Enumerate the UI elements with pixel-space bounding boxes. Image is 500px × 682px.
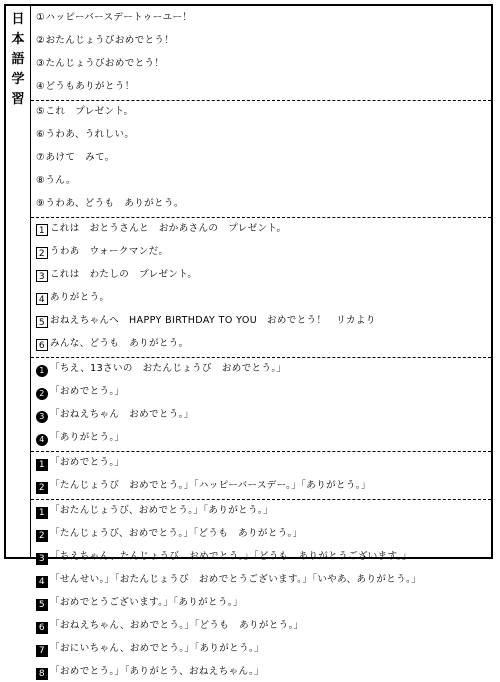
phrase-number-marker: ⑤	[36, 106, 45, 117]
side-label-char: 学	[11, 72, 25, 87]
phrase-text: これ プレゼント。	[45, 106, 134, 117]
phrase-text: 「たんじょうび、おめでとう。」「どうも ありがとう。」	[50, 528, 303, 539]
phrase-line	[36, 7, 487, 28]
phrase-number-marker: 7	[36, 645, 48, 657]
phrase-number-marker: ①	[36, 12, 45, 23]
phrase-number-marker: 4	[36, 293, 48, 305]
phrase-number-marker: 4	[36, 576, 48, 588]
phrase-number-marker: ⑨	[36, 198, 45, 209]
phrase-number-marker: ⑦	[36, 152, 45, 163]
phrase-line	[36, 523, 487, 544]
worksheet-frame	[4, 4, 493, 679]
phrase-number-marker: 6	[36, 339, 48, 351]
phrase-line	[36, 193, 487, 214]
phrase-text: おたんじょうびおめでとう！	[45, 35, 175, 46]
phrase-number-marker: 6	[36, 622, 48, 634]
phrase-number-marker: 3	[36, 411, 48, 423]
phrase-text: うわあ、どうも ありがとう。	[45, 198, 184, 209]
phrase-text: 「おたんじょうび、おめでとう。」「ありがとう。」	[50, 505, 273, 516]
phrase-line	[36, 30, 487, 51]
phrase-number-marker: 2	[36, 388, 48, 400]
phrase-line	[36, 53, 487, 74]
phrase-number-marker: 2	[36, 247, 48, 259]
phrase-line	[36, 147, 487, 168]
side-label-char: 日	[11, 12, 25, 27]
phrase-number-marker: ②	[36, 35, 45, 46]
phrase-line	[36, 615, 487, 636]
phrase-text: 「せんせい。」「おたんじょうび おめでとうございます。」「いやあ、ありがとう。」	[50, 574, 422, 585]
phrase-text: 「おめでとうございます。」「ありがとう。」	[50, 597, 243, 608]
phrase-text: 「ありがとう。」	[50, 432, 125, 443]
phrase-number-marker: ⑧	[36, 175, 45, 186]
phrase-number-marker: 5	[36, 316, 48, 328]
phrase-text: 「おにいちゃん、おめでとう。」「ありがとう。」	[50, 643, 265, 654]
phrase-line	[36, 76, 487, 97]
phrase-number-marker: ③	[36, 58, 45, 69]
phrase-number-marker: 1	[36, 365, 48, 377]
phrase-line	[36, 333, 487, 354]
phrase-line	[36, 475, 487, 496]
phrase-text: 「ちえ、13さいの おたんじょうび おめでとう。」	[50, 363, 287, 374]
phrase-line	[36, 241, 487, 262]
phrase-number-marker: 5	[36, 599, 48, 611]
phrase-line	[36, 358, 487, 379]
phrase-number-marker: 3	[36, 553, 48, 565]
phrase-line	[36, 310, 487, 331]
phrase-text: うわあ ウォークマンだ。	[50, 246, 169, 257]
phrase-text: おねえちゃんへ HAPPY BIRTHDAY TO YOU おめでとう！ リカより	[50, 315, 376, 326]
phrase-text: あけて みて。	[45, 152, 115, 163]
phrase-text: どうもありがとう！	[45, 81, 135, 92]
phrase-number-marker: 1	[36, 459, 48, 471]
phrase-number-marker: 1	[36, 507, 48, 519]
phrase-number-marker: 1	[36, 224, 48, 236]
phrase-line	[36, 452, 487, 473]
phrase-number-marker: 4	[36, 434, 48, 446]
phrase-text: 「おめでとう。」「ありがとう、おねえちゃん。」	[50, 666, 265, 677]
phrase-line	[36, 264, 487, 285]
phrase-text: 「おねえちゃん、おめでとう。」「どうも ありがとう。」	[50, 620, 304, 631]
phrase-text: 「おねえちゃん おめでとう。」	[50, 409, 194, 420]
phrase-text: ありがとう。	[50, 292, 110, 303]
phrase-text: 「おめでとう。」	[50, 457, 125, 468]
phrase-text: うわあ、うれしい。	[45, 129, 135, 140]
phrase-text: 「たんじょうび おめでとう。」「ハッピーバースデー。」「ありがとう。」	[50, 480, 371, 491]
phrase-line	[36, 218, 487, 239]
phrase-text: これは わたしの プレゼント。	[50, 269, 198, 280]
phrase-text: たんじょうびおめでとう！	[45, 58, 165, 69]
phrase-line	[36, 287, 487, 308]
phrase-text: ハッピーバースデートゥーユー！	[45, 12, 193, 23]
phrase-number-marker: ⑥	[36, 129, 45, 140]
side-label-char: 語	[11, 52, 25, 67]
phrase-line	[36, 638, 487, 659]
phrase-line	[36, 404, 487, 425]
phrase-text: みんな、どうも ありがとう。	[50, 338, 189, 349]
phrase-line	[36, 592, 487, 613]
phrase-line	[36, 569, 487, 590]
side-label-char: 習	[11, 92, 25, 107]
phrase-line	[36, 381, 487, 402]
phrase-number-marker: 8	[36, 668, 48, 680]
phrase-line	[36, 500, 487, 521]
phrase-line	[36, 101, 487, 122]
side-label-column	[6, 6, 31, 557]
phrase-number-marker: ④	[36, 81, 45, 92]
phrase-line	[36, 124, 487, 145]
phrase-number-marker: 3	[36, 270, 48, 282]
phrase-line	[36, 546, 487, 567]
phrase-line	[36, 427, 487, 448]
phrase-number-marker: 2	[36, 530, 48, 542]
phrase-text: これは おとうさんと おかあさんの プレゼント。	[50, 223, 287, 234]
phrase-text: 「おめでとう。」	[50, 386, 125, 397]
side-label-char: 本	[11, 32, 25, 47]
phrase-number-marker: 2	[36, 482, 48, 494]
phrase-text: 「ちえちゃん、たんじょうび おめでとう。」「どうも ありがとうございます。」	[50, 551, 412, 562]
phrase-text: うん。	[45, 175, 76, 186]
phrase-line	[36, 661, 487, 682]
phrase-line	[36, 170, 487, 191]
